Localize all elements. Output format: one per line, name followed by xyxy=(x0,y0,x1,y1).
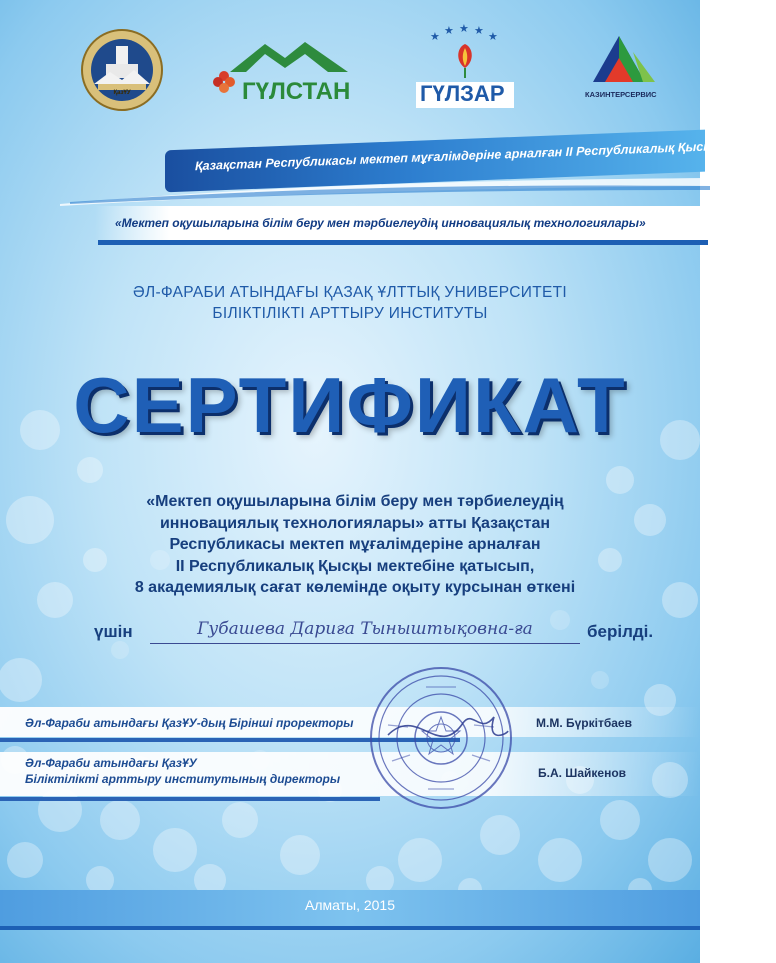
signature-row-1 xyxy=(0,707,700,737)
recipient-name: Губашева Дариға Тыныштықовна-ға xyxy=(197,619,533,639)
university-name-line2: БІЛІКТІЛІКТІ АРТТЫРУ ИНСТИТУТЫ xyxy=(212,305,488,322)
body-line-5: 8 академиялық сағат көлемінде оқыту курсынан өткені xyxy=(134,579,576,596)
kazinterservis-logo-text: КАЗИНТЕРСЕРВИС xyxy=(585,90,657,99)
university-name xyxy=(0,282,700,324)
banner-swoosh-decoration xyxy=(60,176,710,206)
university-seal xyxy=(80,28,164,112)
official-round-stamp-icon xyxy=(368,665,514,811)
gulstan-logo xyxy=(210,38,360,110)
body-line-2: инновациялық технологиялары» атты Қазақстан xyxy=(159,514,551,532)
body-line-1: «Мектеп оқушыларына білім беру мен тәрбиелеудің xyxy=(146,493,564,510)
svg-text:★: ★ xyxy=(474,24,484,37)
signatory-2-name: Б.А. Шайкенов xyxy=(538,766,627,780)
signature-row-2-bar xyxy=(0,797,380,801)
gulzar-logo xyxy=(410,22,520,112)
kazinterservis-triangle-icon xyxy=(585,32,685,88)
certificate-body xyxy=(60,491,650,599)
footer-city-year: Алматы, 2015 xyxy=(304,897,395,913)
award-for-label: үшін xyxy=(94,622,133,641)
gulstan-logo-text: ГҮЛСТАН xyxy=(242,78,351,105)
kazinterservis-logo xyxy=(585,32,685,112)
school-banner-text: Қазақстан Республикасы мектеп мұғалімдеріне арналған II Республикалық Қысқы мектебі xyxy=(195,136,776,174)
signature-row-2 xyxy=(0,752,700,796)
footer-underline xyxy=(0,926,700,930)
gulzar-logo-text: ГҮЛЗАР xyxy=(420,81,505,106)
certificate-title: СЕРТИФИКАТ xyxy=(73,361,627,449)
svg-text:★: ★ xyxy=(459,22,469,35)
signatory-1-name: М.М. Бүркітбаев xyxy=(536,716,632,730)
gulzar-stars-tulip-icon xyxy=(410,22,520,78)
gulstan-mountain-flower-icon xyxy=(210,38,360,78)
recipient-underline xyxy=(150,643,580,644)
svg-text:★: ★ xyxy=(430,30,440,43)
body-line-4: II Республикалық Қысқы мектебіне қатысып, xyxy=(175,557,535,575)
svg-text:★: ★ xyxy=(488,30,498,43)
award-given-label: берілді. xyxy=(587,622,654,641)
body-line-3: Республикасы мектеп мұғалімдеріне арналған xyxy=(169,536,541,553)
signatory-2-title-line2: Біліктілікті арттыру институтының директоры xyxy=(25,772,341,786)
signatory-2-title-line1: Әл-Фараби атындағы ҚазҰУ xyxy=(25,756,197,770)
university-seal-icon xyxy=(80,28,164,112)
topic-banner xyxy=(95,206,715,242)
university-name-line1: ӘЛ-ФАРАБИ АТЫНДАҒЫ ҚАЗАҚ ҰЛТТЫҚ УНИВЕРСИТЕТІ xyxy=(133,284,567,301)
topic-banner-underline xyxy=(98,240,708,245)
svg-text:★: ★ xyxy=(444,24,454,37)
university-seal-caption: ҚазҰУ xyxy=(113,90,131,96)
award-line xyxy=(0,619,700,649)
signatory-1-title: Әл-Фараби атындағы ҚазҰУ-дың Бірінші проректоры xyxy=(25,716,354,730)
topic-banner-text: «Мектеп оқушыларына білім беру мен тәрбиелеудің инновациялық технологиялары» xyxy=(115,216,646,230)
logos-row xyxy=(0,22,700,122)
